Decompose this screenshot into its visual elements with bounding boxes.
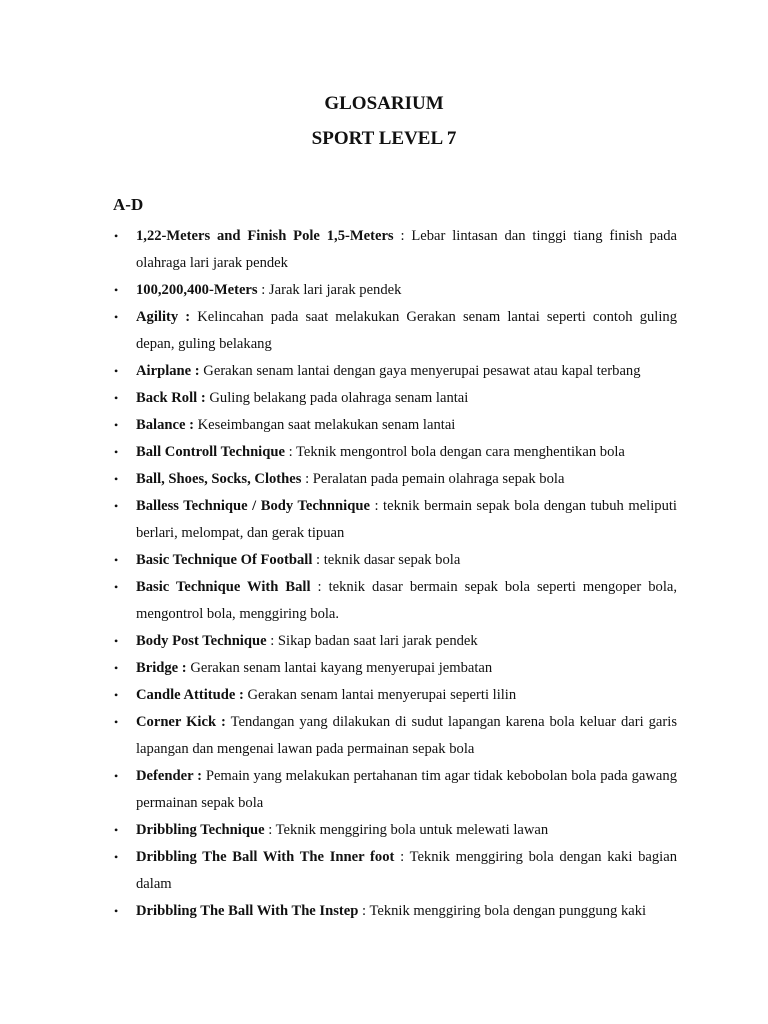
glossary-item xyxy=(114,709,678,763)
glossary-term: Defender : xyxy=(136,768,202,784)
glossary-item xyxy=(114,682,677,709)
glossary-definition: Tendangan yang dilakukan di sudut lapangan karena bola keluar dari garis lapangan dan mengenai lawan pada permainan sepak bola xyxy=(136,714,678,757)
section-heading: A-D xyxy=(113,195,144,214)
glossary-definition: Gerakan senam lantai menyerupai seperti lilin xyxy=(243,687,517,703)
glossary-item xyxy=(114,412,677,439)
glossary-term: Candle Attitude : xyxy=(136,687,244,703)
glossary-definition: : Teknik menggiring bola dengan punggung kaki xyxy=(358,903,647,919)
bullet-icon: • xyxy=(114,823,119,837)
glossary-term: Ball Controll Technique xyxy=(136,444,285,460)
glossary-definition: : teknik bermain sepak bola dengan tubuh meliputi berlari, melompat, dan gerak tipuan xyxy=(136,498,677,541)
bullet-icon: • xyxy=(114,850,119,864)
glossary-definition: : teknik dasar bermain sepak bola seperti mengoper bola, mengontrol bola, menggiring bola. xyxy=(136,579,677,622)
glossary-item xyxy=(114,385,677,412)
glossary-definition: Gerakan senam lantai dengan gaya menyerupai pesawat atau kapal terbang xyxy=(199,363,641,379)
glossary-term: Body Post Technique xyxy=(136,633,267,649)
bullet-icon: • xyxy=(114,688,119,702)
glossary-item xyxy=(114,223,677,277)
glossary-term: Balance : xyxy=(136,417,194,433)
glossary-term: Ball, Shoes, Socks, Clothes xyxy=(136,471,302,487)
glossary-term: Basic Technique With Ball xyxy=(136,579,311,595)
glossary-definition: Gerakan senam lantai kayang menyerupai jembatan xyxy=(186,660,493,676)
bullet-icon: • xyxy=(114,418,119,432)
glossary-definition: : Lebar lintasan dan tinggi tiang finish pada olahraga lari jarak pendek xyxy=(136,228,677,271)
bullet-icon: • xyxy=(114,364,119,378)
glossary-definition: Pemain yang melakukan pertahanan tim agar tidak kebobolan bola pada gawang permainan sepak bola xyxy=(136,768,677,811)
glossary-item xyxy=(114,763,677,817)
glossary-definition: : teknik dasar sepak bola xyxy=(312,552,461,568)
glossary-item xyxy=(114,655,677,682)
document-title: GLOSARIUM xyxy=(324,93,444,114)
glossary-term: Dribbling The Ball With The Inner foot xyxy=(136,849,395,865)
document-subtitle: SPORT LEVEL 7 xyxy=(311,128,457,149)
glossary-definition: : Peralatan pada pemain olahraga sepak bola xyxy=(301,471,565,487)
glossary-item xyxy=(114,817,677,844)
bullet-icon: • xyxy=(114,661,119,675)
glossary-definition: : Sikap badan saat lari jarak pendek xyxy=(266,633,478,649)
bullet-icon: • xyxy=(114,445,119,459)
bullet-icon: • xyxy=(114,769,119,783)
glossary-item xyxy=(114,574,677,628)
glossary-term: Bridge : xyxy=(136,660,187,676)
glossary-term: Back Roll : xyxy=(136,390,206,406)
glossary-item xyxy=(114,466,677,493)
glossary-term: Corner Kick : xyxy=(136,714,226,730)
glossary-item xyxy=(114,358,677,385)
glossary-item xyxy=(114,547,677,574)
glossary-definition: : Jarak lari jarak pendek xyxy=(257,282,402,298)
bullet-icon: • xyxy=(114,904,119,918)
bullet-icon: • xyxy=(114,580,119,594)
glossary-definition: Kelincahan pada saat melakukan Gerakan senam lantai seperti contoh guling depan, guling belakang xyxy=(136,309,677,352)
bullet-icon: • xyxy=(114,472,119,486)
glossary-item xyxy=(114,628,677,655)
glossary-item xyxy=(114,898,677,925)
glossary-item xyxy=(114,439,677,466)
glossary-item xyxy=(114,493,677,547)
bullet-icon: • xyxy=(114,715,119,729)
glossary-definition: Guling belakang pada olahraga senam lantai xyxy=(205,390,469,406)
bullet-icon: • xyxy=(114,391,119,405)
glossary-definition: : Teknik mengontrol bola dengan cara menghentikan bola xyxy=(284,444,625,460)
bullet-icon: • xyxy=(114,310,119,324)
bullet-icon: • xyxy=(114,553,119,567)
glossary-list xyxy=(0,223,768,925)
glossary-definition: Keseimbangan saat melakukan senam lantai xyxy=(193,417,456,433)
bullet-icon: • xyxy=(114,283,119,297)
glossary-item xyxy=(114,304,677,358)
bullet-icon: • xyxy=(114,229,119,243)
glossary-item xyxy=(114,277,677,304)
glossary-term: Agility : xyxy=(136,309,191,325)
glossary-term: Balless Technique / Body Technnique xyxy=(136,498,370,514)
bullet-icon: • xyxy=(114,634,119,648)
glossary-term: 100,200,400-Meters xyxy=(136,282,258,298)
glossary-item xyxy=(114,844,677,898)
glossary-definition: : Teknik menggiring bola untuk melewati lawan xyxy=(264,822,549,838)
glossary-definition: : Teknik menggiring bola dengan kaki bagian dalam xyxy=(136,849,677,892)
glossary-term: Basic Technique Of Football xyxy=(136,552,313,568)
glossary-term: Dribbling Technique xyxy=(136,822,265,838)
glossary-term: Dribbling The Ball With The Instep xyxy=(136,903,359,919)
glossary-term: 1,22-Meters and Finish Pole 1,5-Meters xyxy=(136,228,394,244)
glossary-term: Airplane : xyxy=(136,363,200,379)
bullet-icon: • xyxy=(114,499,119,513)
